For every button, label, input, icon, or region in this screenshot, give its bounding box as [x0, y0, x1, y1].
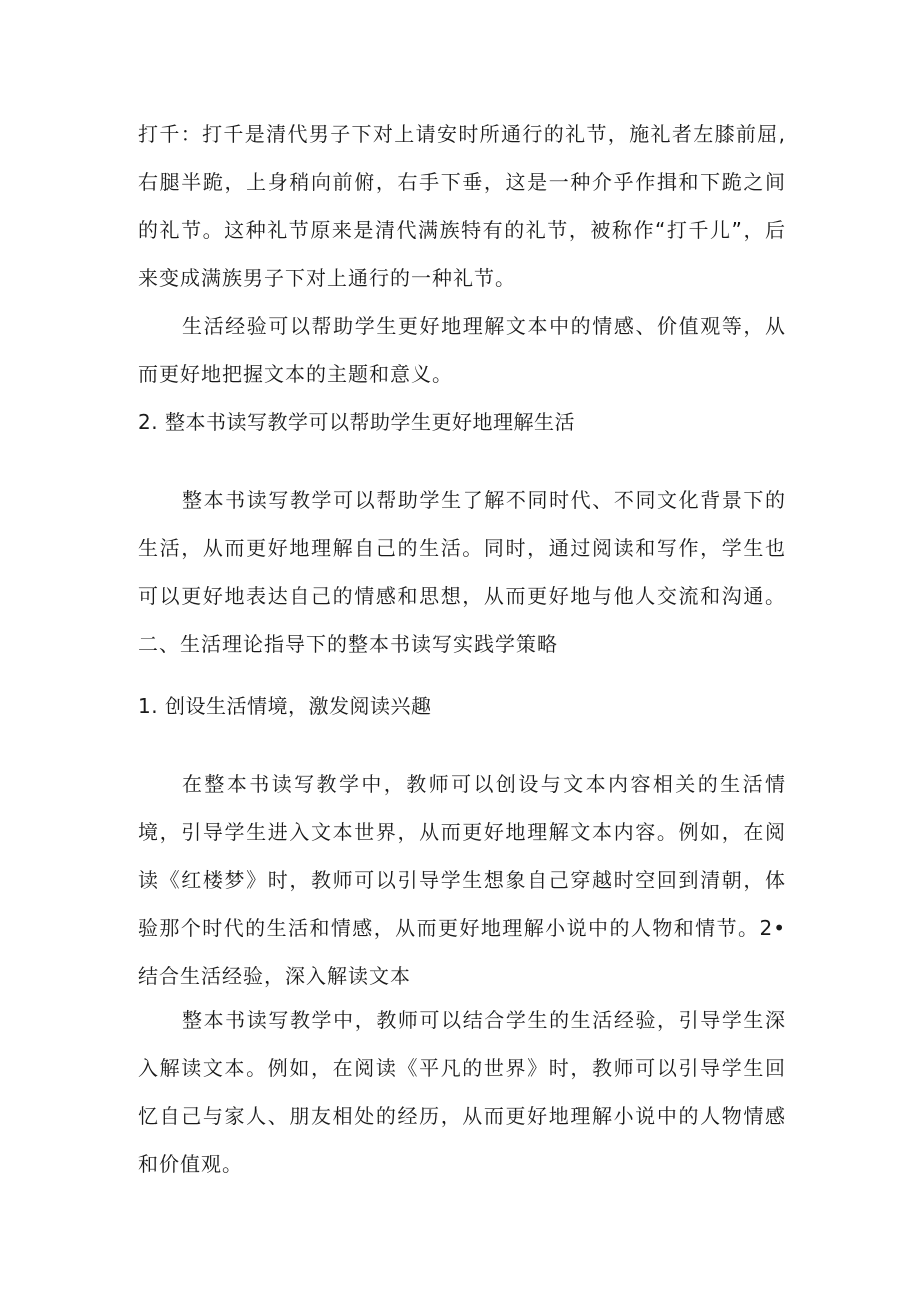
- paragraph-life-experience: 生活经验可以帮助学生更好地理解文本中的情感、价值观等，从而更好地把握文本的主题和意义。: [138, 314, 786, 386]
- section-heading-2: 2. 整本书读写教学可以帮助学生更好地理解生活: [138, 410, 575, 434]
- section-heading-1: 1. 创设生活情境，激发阅读兴趣: [138, 694, 432, 718]
- paragraph-understand-life: 整本书读写教学可以帮助学生了解不同时代、不同文化背景下的生活，从而更好地理解自己的生活。同时，通过阅读和写作，学生也可以更好地表达自己的情感和思想，从而更好地与他人交流和沟通。二、生活理论指导下的整本书读写实践学策略: [138, 488, 786, 656]
- paragraph-dagian: 打千：打千是清代男子下对上请安时所通行的礼节，施礼者左膝前屈,右腿半跪，上身稍向前俯，右手下垂，这是一种介乎作揖和下跪之间的礼节。这种礼节原来是清代满族特有的礼节，被称作“打千儿”，后来变成满族男子下对上通行的一种礼节。: [138, 122, 786, 290]
- paragraph-create-situation: 在整本书读写教学中，教师可以创设与文本内容相关的生活情境，引导学生进入文本世界，从而更好地理解文本内容。例如，在阅读《红楼梦》时，教师可以引导学生想象自己穿越时空回到清朝，体验那个时代的生活和情感，从而更好地理解小说中的人物和情节。2•结合生活经验，深入解读文本: [138, 772, 786, 988]
- paragraph-combine-experience: 整本书读写教学中，教师可以结合学生的生活经验，引导学生深入解读文本。例如，在阅读《平凡的世界》时，教师可以引导学生回忆自己与家人、朋友相处的经历，从而更好地理解小说中的人物情感和价值观。: [138, 1008, 786, 1176]
